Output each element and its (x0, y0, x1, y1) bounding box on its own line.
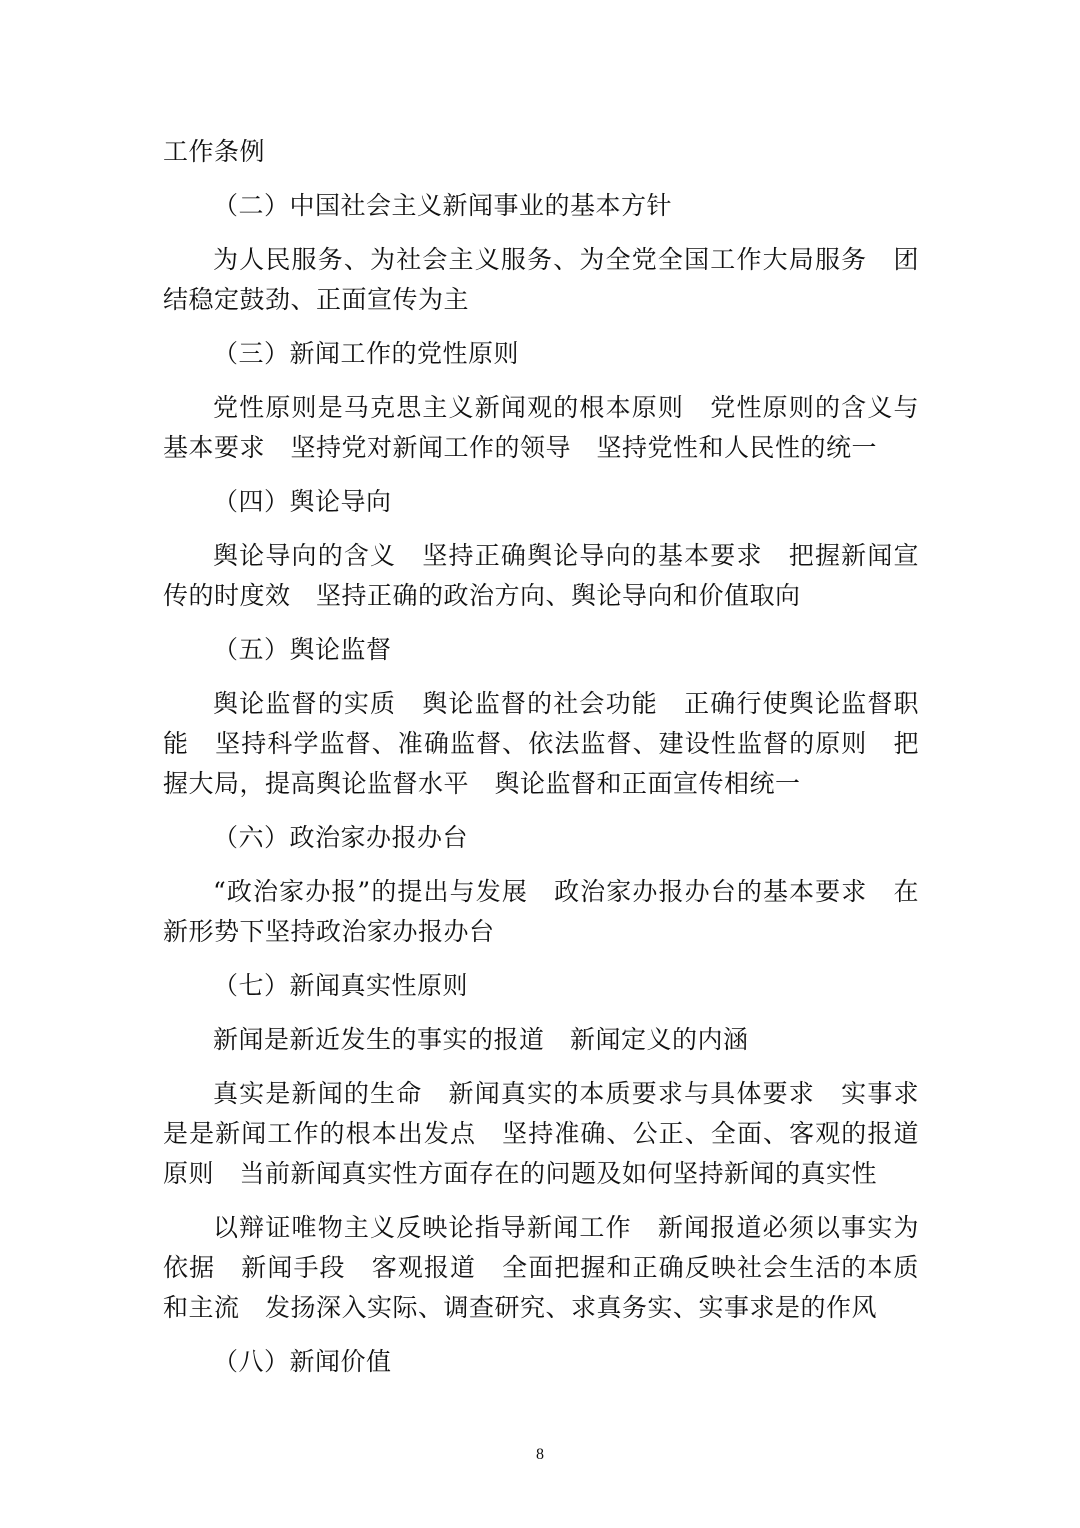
body-paragraph: 党性原则是马克思主义新闻观的根本原则 党性原则的含义与基本要求 坚持党对新闻工作的领导 坚持党性和人民性的统一 (163, 393, 919, 462)
section-heading: （七）新闻真实性原则 (213, 971, 469, 1000)
body-paragraph: 真实是新闻的生命 新闻真实的本质要求与具体要求 实事求是是新闻工作的根本出发点 坚持准确、公正、全面、客观的报道原则 当前新闻真实性方面存在的问题及如何坚持新闻的真实性 (163, 1079, 919, 1188)
body-paragraph: 工作条例 (163, 137, 266, 166)
section-heading: （八）新闻价值 (213, 1347, 392, 1376)
section-heading: （三）新闻工作的党性原则 (213, 339, 520, 368)
body-paragraph: “政治家办报”的提出与发展 政治家办报办台的基本要求 在新形势下坚持政治家办报办台 (163, 877, 919, 946)
body-paragraph: 舆论导向的含义 坚持正确舆论导向的基本要求 把握新闻宣传的时度效 坚持正确的政治方向、舆论导向和价值取向 (163, 541, 919, 610)
body-paragraph: 舆论监督的实质 舆论监督的社会功能 正确行使舆论监督职能 坚持科学监督、准确监督、依法监督、建设性监督的原则 把握大局，提高舆论监督水平 舆论监督和正面宣传相统一 (163, 689, 919, 798)
body-paragraph: 新闻是新近发生的事实的报道 新闻定义的内涵 (213, 1025, 749, 1054)
page-number: 8 (536, 1446, 544, 1463)
section-heading: （二）中国社会主义新闻事业的基本方针 (213, 191, 673, 220)
body-paragraph: 为人民服务、为社会主义服务、为全党全国工作大局服务 团结稳定鼓劲、正面宣传为主 (163, 245, 919, 314)
page-body (163, 132, 919, 1396)
section-heading: （五）舆论监督 (213, 635, 392, 664)
section-heading: （四）舆论导向 (213, 487, 392, 516)
section-heading: （六）政治家办报办台 (213, 823, 469, 852)
body-paragraph: 以辩证唯物主义反映论指导新闻工作 新闻报道必须以事实为依据 新闻手段 客观报道 全面把握和正确反映社会生活的本质和主流 发扬深入实际、调查研究、求真务实、实事求是的作风 (163, 1213, 919, 1322)
